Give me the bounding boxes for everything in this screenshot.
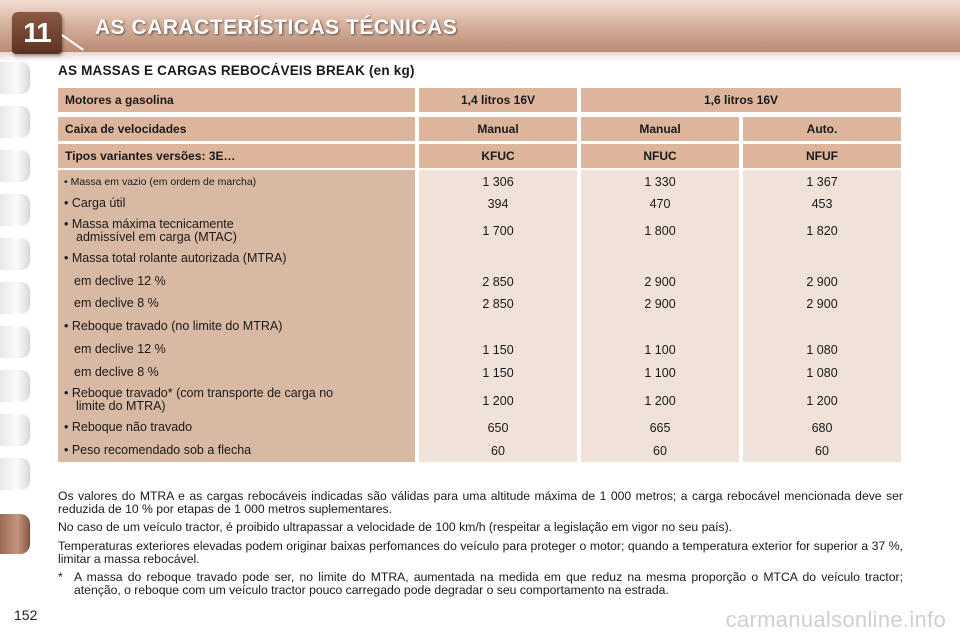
- type-code: KFUC: [419, 144, 577, 168]
- note-paragraph: No caso de um veículo tractor, é proibido ultrapassar a velocidade de 100 km/h (respeitar a legislação em vigor no seu país).: [58, 520, 733, 535]
- chapter-tab[interactable]: [0, 238, 30, 270]
- cell-value: 1 100: [644, 366, 676, 380]
- chapter-tab[interactable]: [0, 106, 30, 138]
- cell-value: 2 850: [482, 275, 514, 289]
- row-label: em declive 12 %: [74, 274, 166, 288]
- row-label: • Carga útil: [64, 196, 126, 210]
- chapter-tab[interactable]: [0, 194, 30, 226]
- chapter-tab[interactable]: [0, 282, 30, 314]
- cell-value: 1 800: [644, 224, 676, 238]
- row-label: • Massa máxima tecnicamente: [64, 217, 234, 231]
- note-paragraph: Os valores do MTRA e as cargas rebocáveis indicadas são válidas para uma altitude máxima de 1 000 metros; a carga rebocável mencionada deve ser reduzida de 10 % por etapas de 1 000 metros suplementares.: [58, 489, 903, 517]
- cell-value: 2 900: [806, 275, 838, 289]
- footnote-mark: *: [58, 570, 63, 585]
- type-code: NFUF: [743, 144, 901, 168]
- engine-1-4-header: 1,4 litros 16V: [419, 88, 577, 112]
- label-column-bg: [58, 170, 415, 462]
- chapter-tab[interactable]: [0, 370, 30, 402]
- cell-value: 1 330: [644, 175, 676, 189]
- cell-value: 1 080: [806, 366, 838, 380]
- row-label-continued: admissível em carga (MTAC): [76, 230, 237, 244]
- cell-value: 1 100: [644, 343, 676, 357]
- cell-value: 1 200: [644, 394, 676, 408]
- row-label: • Reboque não travado: [64, 420, 193, 434]
- row-label: • Reboque travado* (com transporte de carga no: [64, 386, 334, 400]
- footnote-text: A massa do reboque travado pode ser, no limite do MTRA, aumentada na medida em que reduz na mesma proporção o MTCA do veículo tractor; atenção, o reboque com um veículo tractor pouco carregado pode degradar o seu comportamento na estrada.: [74, 570, 903, 598]
- row-label: • Massa total rolante autorizada (MTRA): [64, 251, 287, 265]
- cell-value: 1 367: [806, 175, 838, 189]
- cell-value: 1 150: [482, 343, 514, 357]
- value-column-bg: [419, 170, 577, 462]
- cell-value: 1 150: [482, 366, 514, 380]
- chapter-tabs: [0, 62, 34, 602]
- cell-value: 60: [815, 444, 829, 458]
- cell-value: 60: [653, 444, 667, 458]
- value-column-bg: [581, 170, 739, 462]
- value-column-bg: [743, 170, 901, 462]
- types-row-label: Tipos variantes versões: 3E…: [58, 144, 415, 168]
- footnote: [58, 571, 903, 597]
- cell-value: 394: [487, 197, 509, 211]
- cell-value: 1 080: [806, 343, 838, 357]
- cell-value: 60: [491, 444, 505, 458]
- watermark: carmanualsonline.info: [725, 607, 946, 632]
- cell-value: 1 200: [482, 394, 514, 408]
- chapter-tab[interactable]: [0, 150, 30, 182]
- section-title: AS MASSAS E CARGAS REBOCÁVEIS BREAK (en kg): [58, 63, 415, 78]
- cell-value: 453: [811, 197, 833, 211]
- cell-value: 650: [487, 421, 509, 435]
- gearbox-value: Manual: [419, 117, 577, 141]
- chapter-number-badge: 11: [12, 12, 62, 54]
- row-label: em declive 12 %: [74, 342, 166, 356]
- engine-1-6-header: 1,6 litros 16V: [581, 88, 901, 112]
- note-paragraph: Temperaturas exteriores elevadas podem originar baixas perfomances do veículo para proteger o motor; quando a temperatura exterior for superior a 37 %, limitar a massa rebocável.: [58, 538, 903, 566]
- chapter-tab[interactable]: [0, 62, 30, 94]
- row-label: • Massa em vazio (em ordem de marcha): [64, 176, 257, 188]
- row-label: em declive 8 %: [74, 296, 159, 310]
- cell-value: 470: [649, 197, 671, 211]
- cell-value: 665: [649, 421, 671, 435]
- chapter-tab[interactable]: [0, 326, 30, 358]
- cell-value: 1 200: [806, 394, 838, 408]
- row-label: • Reboque travado (no limite do MTRA): [64, 319, 283, 333]
- cell-value: 1 306: [482, 175, 514, 189]
- chapter-tab[interactable]: [0, 458, 30, 490]
- type-code: NFUC: [581, 144, 739, 168]
- cell-value: 2 900: [644, 275, 676, 289]
- chapter-tab-active[interactable]: [0, 514, 30, 554]
- cell-value: 680: [811, 421, 833, 435]
- row-label: • Peso recomendado sob a flecha: [64, 443, 252, 457]
- row-label: em declive 8 %: [74, 365, 159, 379]
- cell-value: 2 900: [806, 297, 838, 311]
- notes-section: [58, 490, 903, 597]
- cell-value: 2 900: [644, 297, 676, 311]
- gearbox-row-label: Caixa de velocidades: [58, 117, 415, 141]
- row-label-continued: limite do MTRA): [76, 399, 166, 413]
- page-number: 152: [14, 607, 38, 623]
- cell-value: 1 700: [482, 224, 514, 238]
- cell-value: 2 850: [482, 297, 514, 311]
- page-title: AS CARACTERÍSTICAS TÉCNICAS: [95, 16, 458, 39]
- gearbox-value: Manual: [581, 117, 739, 141]
- header-shadow: [0, 52, 960, 62]
- gearbox-value: Auto.: [743, 117, 901, 141]
- cell-value: 1 820: [806, 224, 838, 238]
- engine-row-label: Motores a gasolina: [58, 88, 415, 112]
- chapter-tab[interactable]: [0, 414, 30, 446]
